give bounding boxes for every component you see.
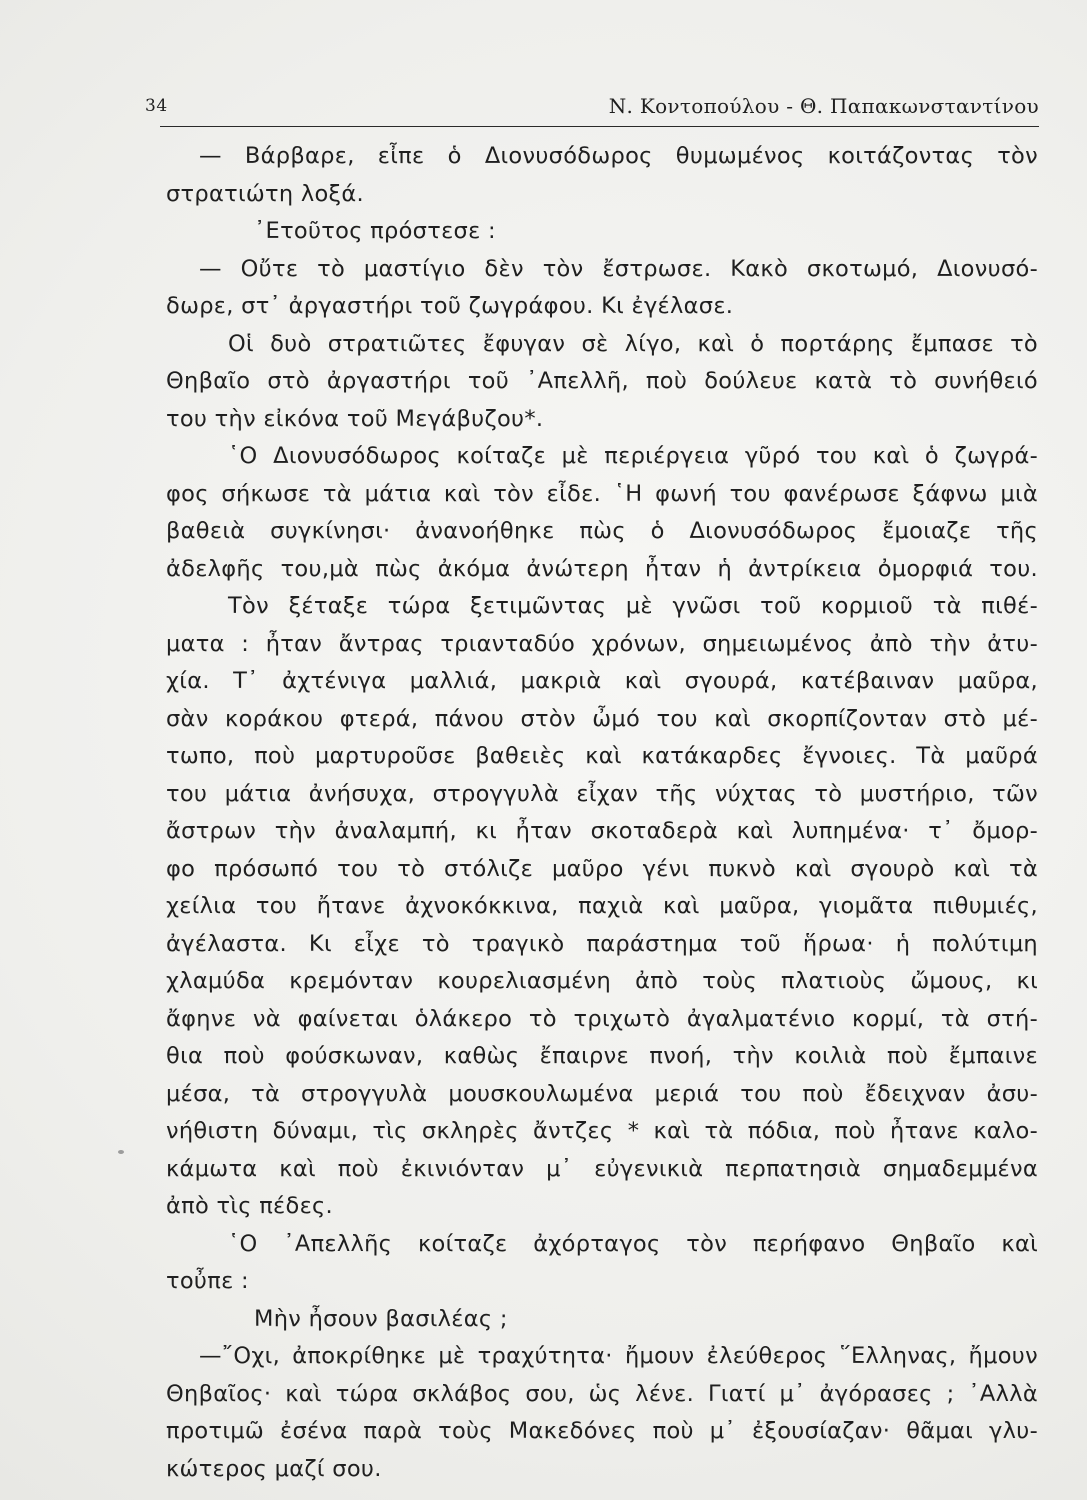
- text-line: του μάτια ἀνήσυχα, στρογγυλὰ εἶχαν τῆς νύχτας τὸ μυστήριο, τῶν: [166, 780, 1038, 807]
- text-line: θια ποὺ φούσκωναν, καθὼς ἔπαιρνε πνοή, τὴν κοιλιὰ ποὺ ἔμπαινε: [166, 1043, 1038, 1069]
- text-line: μέσα, τὰ στρογγυλὰ μουσκουλωμένα μεριά του ποὺ ἔδειχναν ἀσυ-: [166, 1080, 1038, 1107]
- running-head: Ν. Κοντοπούλου - Θ. Παπακωνσταντίνου: [608, 94, 1039, 118]
- text-line: ᾿Ετοῦτος πρόστεσε :: [254, 218, 496, 244]
- text-line: προτιμῶ ἐσένα παρὰ τοὺς Μακεδόνες ποὺ μ᾿ ἐξουσίαζαν· θᾶμαι γλυ-: [166, 1418, 1038, 1444]
- text-line: στρατιώτη λοξά.: [166, 180, 364, 207]
- text-line: τοὖπε :: [166, 1268, 249, 1294]
- text-line: βαθειὰ συγκίνησι· ἀνανοήθηκε πὼς ὁ Διονυσόδωρος ἔμοιαζε τῆς: [166, 518, 1038, 544]
- text-line: χία. Τ᾿ ἀχτένιγα μαλλιά, μακριὰ καὶ σγουρά, κατέβαιναν μαῦρα,: [166, 668, 1038, 694]
- text-line: τωπο, ποὺ μαρτυροῦσε βαθειὲς καὶ κατάκαρδες ἔγνοιες. Τὰ μαῦρά: [166, 743, 1038, 769]
- text-line: Θηβαῖο στὸ ἀργαστήρι τοῦ ᾿Απελλῆ, ποὺ δούλευε κατὰ τὸ συνήθειό: [166, 368, 1038, 394]
- text-line: Τὸν ξέταξε τώρα ξετιμῶντας μὲ γνῶσι τοῦ κορμιοῦ τὰ πιθέ-: [228, 593, 1038, 619]
- text-line: Θηβαῖος· καὶ τώρα σκλάβος σου, ὡς λένε. Γιατί μ᾿ ἀγόρασες ; ᾿Αλλὰ: [166, 1380, 1038, 1407]
- text-line: Μὴν ἦσουν βασιλέας ;: [254, 1305, 508, 1332]
- text-line: ἄστρων τὴν ἀναλαμπή, κι ἦταν σκοταδερὰ καὶ λυπημένα· τ᾿ ὄμορ-: [166, 818, 1038, 844]
- text-line: ἄφηνε νὰ φαίνεται ὁλάκερο τὸ τριχωτὸ ἀγαλματένιο κορμί, τὰ στή-: [166, 1005, 1038, 1032]
- header-rule: [160, 126, 1039, 127]
- text-line: του τὴν εἰκόνα τοῦ Μεγάβυζου*.: [166, 405, 544, 432]
- text-line: ἀδελφῆς του,μὰ πὼς ἀκόμα ἀνώτερη ἦταν ἡ ἀντρίκεια ὀμορφιά του.: [166, 555, 1038, 582]
- text-line: φος σήκωσε τὰ μάτια καὶ τὸν εἶδε. ῾Η φωνή του φανέρωσε ξάφνω μιὰ: [166, 480, 1038, 507]
- text-line: — Βάρβαρε, εἶπε ὁ Διονυσόδωρος θυμωμένος κοιτάζοντας τὸν: [199, 143, 1038, 169]
- ink-speck: [118, 1150, 124, 1154]
- page-number: 34: [145, 96, 168, 116]
- text-line: ἀγέλαστα. Κι εἶχε τὸ τραγικὸ παράστημα τοῦ ἥρωα· ἡ πολύτιμη: [166, 930, 1038, 957]
- text-line: κάμωτα καὶ ποὺ ἐκινιόνταν μ᾿ εὐγενικιὰ περπατησιὰ σημαδεμμένα: [166, 1155, 1038, 1182]
- text-line: φο πρόσωπό του τὸ στόλιζε μαῦρο γένι πυκνὸ καὶ σγουρὸ καὶ τὰ: [166, 855, 1038, 882]
- text-line: δωρε, στ᾿ ἀργαστήρι τοῦ ζωγράφου. Κι ἐγέλασε.: [166, 293, 734, 319]
- text-line: —῎Οχι, ἀποκρίθηκε μὲ τραχύτητα· ἤμουν ἐλεύθερος ῞Ελληνας, ἤμουν: [199, 1343, 1038, 1369]
- body-text: [166, 138, 1038, 1488]
- text-line: Οἱ δυὸ στρατιῶτες ἔφυγαν σὲ λίγο, καὶ ὁ πορτάρης ἔμπασε τὸ: [228, 330, 1038, 357]
- text-line: ματα : ἦταν ἄντρας τριανταδύο χρόνων, σημειωμένος ἀπὸ τὴν ἀτυ-: [166, 630, 1038, 657]
- text-line: χείλια του ἤτανε ἀχνοκόκκινα, παχιὰ καὶ μαῦρα, γιομᾶτα πιθυμιές,: [166, 893, 1038, 919]
- text-line: κώτερος μαζί σου.: [166, 1455, 382, 1482]
- page-header: [145, 86, 1039, 126]
- text-line: νήθιστη δύναμι, τὶς σκληρὲς ἄντζες * καὶ τὰ πόδια, ποὺ ἦτανε καλο-: [166, 1118, 1038, 1144]
- text-line: χλαμύδα κρεμόνταν κουρελιασμένη ἀπὸ τοὺς πλατιοὺς ὤμους, κι: [166, 968, 1038, 994]
- text-line: ῾Ο ᾿Απελλῆς κοίταζε ἀχόρταγος τὸν περήφανο Θηβαῖο καὶ: [228, 1230, 1038, 1257]
- text-line: — Οὔτε τὸ μαστίγιο δὲν τὸν ἔστρωσε. Κακὸ σκοτωμό, Διονυσό-: [199, 255, 1038, 282]
- text-line: ῾Ο Διονυσόδωρος κοίταζε μὲ περιέργεια γῦρό του καὶ ὁ ζωγρά-: [228, 443, 1038, 469]
- text-line: σὰν κοράκου φτερά, πάνου στὸν ὦμό του καὶ σκορπίζονταν στὸ μέ-: [166, 705, 1038, 732]
- text-line: ἀπὸ τὶς πέδες.: [166, 1193, 334, 1219]
